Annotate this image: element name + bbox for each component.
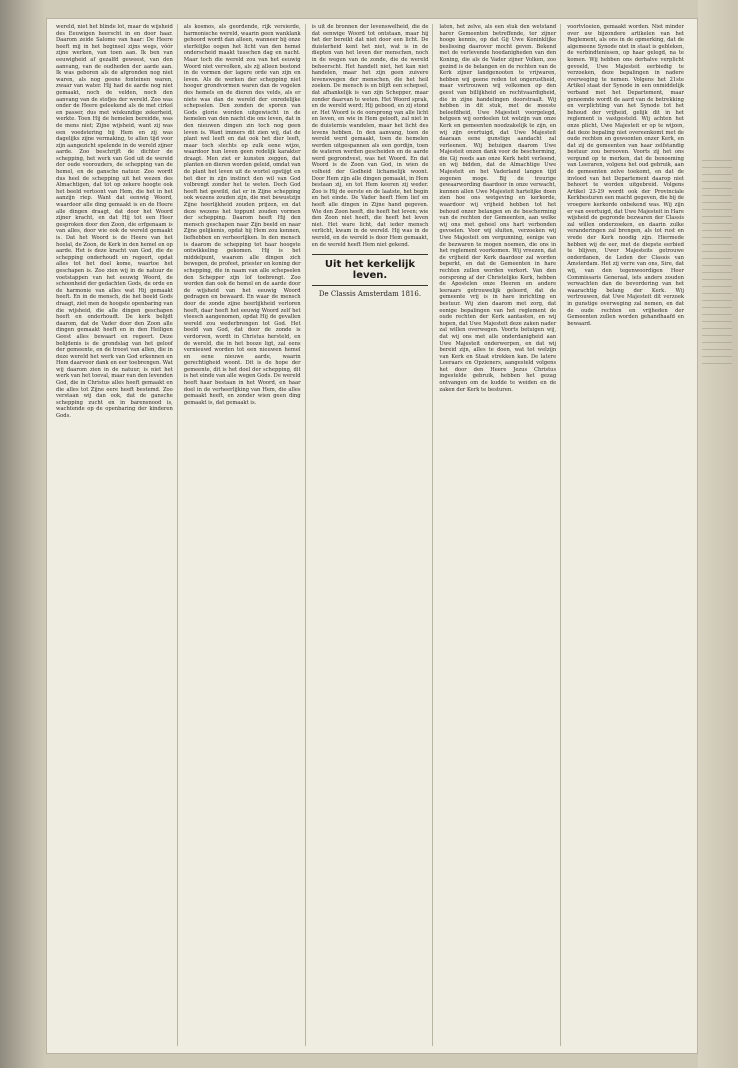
column-text: voortvloeien, gemaakt worden. Niet minder over uw bijzondere artikelen van het Reglement, als ons in de opmerking, dat de algemeene Synode niet in staat is gebleken, de verbindtenissen, op haar gelegd, na te komen. Wij hebben ons derhalve verplicht gevoeld, Uwe Majesteit eerbiedig te verzoeken, deze bepalingen in nadere overweging te nemen. Volgens het 21ste Artikel staat der Synode in een onmiddelijk verband met het Departement, maar genoemde wordt de aard van de betrekking en verplichting van het Synode tot het behoud der vrijheid, gelijk dit in het reglement is vastgesteld. Wij achten het onze plicht, Uwe Majesteit er op te wijzen, dat deze bepaling niet overeenkomt met de oude rechten en gewoonten onzer Kerk, en dat zij de gemeenten van haar zelfstandig bestuur zou berooven. Voorts zij het ons vergund op te merken, dat de benoeming van Leeraren, volgens het oud gebruik, aan de gemeenten zelve toekomt, en dat de invloed van het Departement daarop niet behoort te worden uitgebreid. Volgens Artikel 23-29 wordt ook der Provinciale Kerkbesturen een macht gegeven, die bij de vroegere kerkorde onbekend was. Wij zijn er van overtuigd, dat Uwe Majesteit in Hare wijsheid de gegronde bezwaren der Classis zal willen onderzoeken, en daarin zulke veranderingen zal brengen, als tot rust en vrede der Kerk noodig zijn. Hiermede hebben wij de eer, met de diepste eerbied te blijven, Uwer Majesteits getrouwe onderdanen, de Leden der Classis van Amsterdam. Het zij verre van ons, Sire, dat wij, van den tegenwoordigen Heer Commissaris Generaal, iets anders zouden verwachten dan de bevordering van het waarachtig belang der Kerk. Wij vertrouwen, dat Uwe Majesteit dit verzoek in gunstige overweging zal nemen, en dat de oude rechten en vrijheden der Gemeenten zullen worden gehandhaafd en bewaard. [567, 24, 684, 327]
adjacent-page-text [702, 160, 732, 370]
article-subheading: De Classis Amsterdam 1816. [318, 290, 422, 299]
column-4 [439, 24, 561, 1046]
page-gutter-left [0, 0, 46, 1068]
text-columns [56, 24, 688, 1046]
column-5 [567, 24, 688, 1046]
column-text: als kosmos, als geordende, rijk versierde, harmonische wereld, waarin geen wanklank gehoord wordt dan alleen, wanneer bij onze sterfelijke oogen het licht van den hemel onderscheid maakt tusschen dag en nacht. Maar toch die wereld zou van het eeuwig Woord niet vervolken, als zij alleen bestond in de vormen der lagere orde van zijn en leven. Als de werken der schepping niet hooger grondvormen waren dan de vogelen des hemels en de dieren des velds, als er niets was dan de wereld der onredelijke schepselen. Den zonden de sporen van Gods glorie worden uitgewischt in de hemelen van den nacht die ons leven, dat in den nieuwen dingen zin toch nog geen leven is. Want immers dit zien wij, dat de plant wel leeft en dat ook het dier leeft, maar toch slechts op zulk eene wijze, waardoor hun leven geen redelijk karakter draagt. Men ziet er kunsten zeggen, dat planten en dieren worden geleid, omdat van de plant het leven uit de wortel opstijgt en het dier in zijn instinct den wil van God volbrengt zonder het te weten. Doch God heeft het gewild, dat er in Zijne schepping ook wezens zouden zijn, die met bewustzijn Zijne heerlijkheid zouden prijzen, en dat deze wezens het toppunt zouden vormen der schepping. Daarom heeft Hij den mensch geschapen naar Zijn beeld en naar Zijne gelijkenis, opdat hij Hem zou kennen, liefhebben en verheerlijken. In den mensch is daarom de schepping tot haar hoogste ontwikkeling gekomen. Hij is het middelpunt, waarom alle dingen zich bewegen, de profeet, priester en koning der schepping, die in naam van alle schepselen den Schepper zijn lof toebrengt. Zoo worden dan ook de hemel en de aarde door de wijsheid van het eeuwig Woord gedragen en bewaard. En waar de mensch door de zonde zijne heerlijkheid verloren heeft, daar heeft het eeuwig Woord zelf het vleesch aangenomen, opdat Hij de gevallen wereld zou wederbrengen tot God. Het beeld van God, dat door de zonde is verdorven, wordt in Christus hersteld, en de wereld, die in het booze ligt, zal eens vernieuwd worden tot een nieuwen hemel en eene nieuwe aarde, waarin gerechtigheid woont. Dit is de hope der gemeente, dit is het doel der schepping, dit is het einde van alle wegen Gods. De wereld heeft haar bestaan in het Woord, en haar doel in de verheerlijking van Hem, die alles gemaakt heeft, en zonder wien geen ding gemaakt is, dat gemaakt is. [183, 24, 301, 406]
section-heading: Uit het kerkelijk leven. [312, 254, 429, 286]
column-1 [56, 24, 178, 1046]
column-3 [312, 24, 434, 1046]
column-text: is uit de bronnen der levenswelheid, die de dat eenwige Woord tot ontstaan, maar hij het der bereikt dat niet door een licht. De duisterheid kent het niet, wat is in de diepten van het leven der menschen, noch in de wegen van de zonde, die de wereld beheerscht. Het handelt niet, het kan niet handelen, maar het zijn geen zuivere levenswegen der menschen, die het heil zoeken. De mensch is en blijft een schepsel, dat afhankelijk is van zijn Schepper, maar zonder daarvan te weten. Het Woord sprak, en de wereld werd; Hij gebood, en zij stond er. Het Woord is de oorsprong van alle licht en leven, en wie in Hem gelooft, zal niet in de duisternis wandelen, maar het licht des levens hebben. In den aanvang, toen de wereld werd gemaakt, toen de hemelen werden uitgespannen als een gordijn, toen de wateren werden gescheiden en de aarde werd gegrondvest, was het Woord. En dat Woord is de Zoon van God, in wien de volheid der Godheid lichamelijk woont. Door Hem zijn alle dingen gemaakt, in Hem bestaan zij, en tot Hem keeren zij weder. Zoo is Hij de eerste en de laatste, het begin en het einde. De Vader heeft Hem lief en heeft alle dingen in Zijne hand gegeven. Wie den Zoon heeft, die heeft het leven; wie den Zoon niet heeft, die heeft het leven niet. Het ware licht, dat ieder mensch verlicht, kwam in de wereld. Hij was in de wereld, en de wereld is door Hem gemaakt, en de wereld heeft Hem niet gekend. [311, 24, 429, 248]
column-text: wereld, niet het blinde lot, maar de wijsheid des Eeuwigen heerscht in en door haar. Daarom zeide Salomo van haar: De Heere heeft mij in het beginsel zijns wegs, vóór zijne werken, van toen aan. Ik ben van eeuwigheid af gezalfd geweest, van den aanvang, van de oudheden der aarde aan. Ik was geboren als de afgronden nog niet waren, als nog geene fonteinen waren, zwaar van water. Hij had de aarde nog niet gemaakt, noch de velden, noch den aanvang van de stofjes der wereld. Zoo was onder de Heere geleekend als de met cirkel en passer, dus met wiskundige zekerheid, werkte. Toen Hij de hemelen bereidde, was de mens niet; Zijne wijsheid, want zij was een voedstering bij Hem en zij was dagelijks zijne vermaking, te allen tijd voor zijn aangezicht spelende in de wereld zijner aarde. Zoo beschrijft de dichter de schepping, het werk van God uit de wereld der oude voorouders, de schepping van de hemel, en de gansche natuur. Zoo wordt dus heel de schepping uit het wezen des Almachtigen, dat tot op zekere hoogte ook het beeld vertoont van Hem, die het in het aanzijn riep. Want dat eenwig Woord, waardoor alle ding gemaakt is en de Heere alle dingen draagt, dat door het Woord zijner kracht, en dat Hij tot een Heer gesproken door den Zoon, die erfgenaam is van alles, door wie ook de wereld gemaakt is. Dat het Woord is de Heere van het heelal, de Zoon, de Kerk in den hemel en op aarde. Het is deze kracht van God, die de schepping onderhoudt en regeert, opdat alles tot het doel kome, waartoe het geschapen is. Zoo zien wij in de natuur de voetstappen van het eeuwig Woord, de schoonheid der gedachten Gods, de orde en de harmonie van alles wat Hij gemaakt heeft. En in de mensch, die het beeld Gods draagt, ziet men de hoogste openbaring van die wijsheid, die alle dingen geschapen heeft en onderhoudt. De kerk belijdt daarom, dat de Vader door den Zoon alle dingen gemaakt heeft en in den Heiligen Geest alles bewaart en regeert. Deze belijdenis is de grondslag van het geloof der gemeente, en de troost van allen, die in deze wereld het werk van God erkennen en Hem daarvoor dank en eer toebrengen. Wat wij daarom zien in de natuur, is niet het werk van het toeval, maar van den levenden God, die in Christus alles heeft gemaakt en die alles tot Zijne eere heeft bestemd. Zoo verstaan wij dan ook, dat de gansche schepping zucht en in barensnood is, wachtende op de openbaring der kinderen Gods. [56, 24, 173, 420]
page-gutter-right [698, 0, 738, 1068]
column-2 [184, 24, 306, 1046]
newspaper-page [46, 18, 698, 1054]
column-text: laten, het zelve, als een stuk den wetstand harer Gemeenten betreffende, ter zijner hooge kennis, op dat Gij Uwe Koninklijke beslissing daarover mocht geven. Bekend met de verlevende hoedanigheden van den Koning, die als de Vader zijner Volken, zoo gezind is de belangen en de rechten van de Kerk zijner landgenooten te vrijwaren, hebben wij geene reden tot ongerustheid, maar vertrouwen wij volkomen op den geest van billijkheid en rechtvaardigheid, die in zijne handelingen doorstraalt. Wij hebben in dit stuk, met de meeste beleefdheid, Uwe Majesteit voorgelegd, hetgeen wij oordeelen tot welzijn van onze Kerk en gemeenten noodzakelijk te zijn, en wij zijn overtuigd, dat Uwe Majesteit daaraan eene gunstige aandacht zal verleenen. Wij betuigen daarom Uwe Majesteit onzen dank voor de bescherming, die Gij reeds aan onze Kerk hebt verleend, en wij bidden, dat de Almachtige Uwe Majesteit en het Vaderland langen tijd zegenen moge. Bij de treurige gewaarwording daardoor in onze verwacht, kunnen allen Uwe Majesteit hartelijke doen zien hoe ons wetgeving en kerkorde, waardoor wij vrijheid hebben tot het behoud onzer belangen en de bescherming van de rechten der Gemeenten, aan welke wij ons met geheel ons hart verbonden gevoelen. Voor wij sluiten, verzoeken wij Uwe Majesteit om vergunning, eenige van de bezwaren te mogen noemen, die ons in het reglement voorkomen. Wij vreezen, dat de vrijheid der Kerk daardoor zal worden beperkt, en dat de Gemeenten in hare rechten zullen worden verkort. Van den oorsprong af der Christelijke Kerk, hebben de Apostelen onze Heeren en andere leeraars getrouwelijk geleerd, dat de gemeente vrij is in hare inrichting en bestuur. Wij zien daarom met zorg, dat eenige bepalingen van het reglement de oude rechten der Kerk aantasten, en wij hopen, dat Uwe Majesteit deze zaken nader zal willen overwegen. Voorts betuigen wij, dat wij ons met alle onderdanigheid aan Uwe Majesteit onderwerpen, en dat wij bereid zijn, alles te doen, wat tot welzijn van Kerk en Staat strekken kan. De latere Leeraars en Opzieners, aangesteld volgens het door den Heere Jezus Christus ingestelde gebruik, hebben het gezag ontvangen om de kudde te weiden en de zaken der Kerk te besturen. [439, 24, 557, 393]
